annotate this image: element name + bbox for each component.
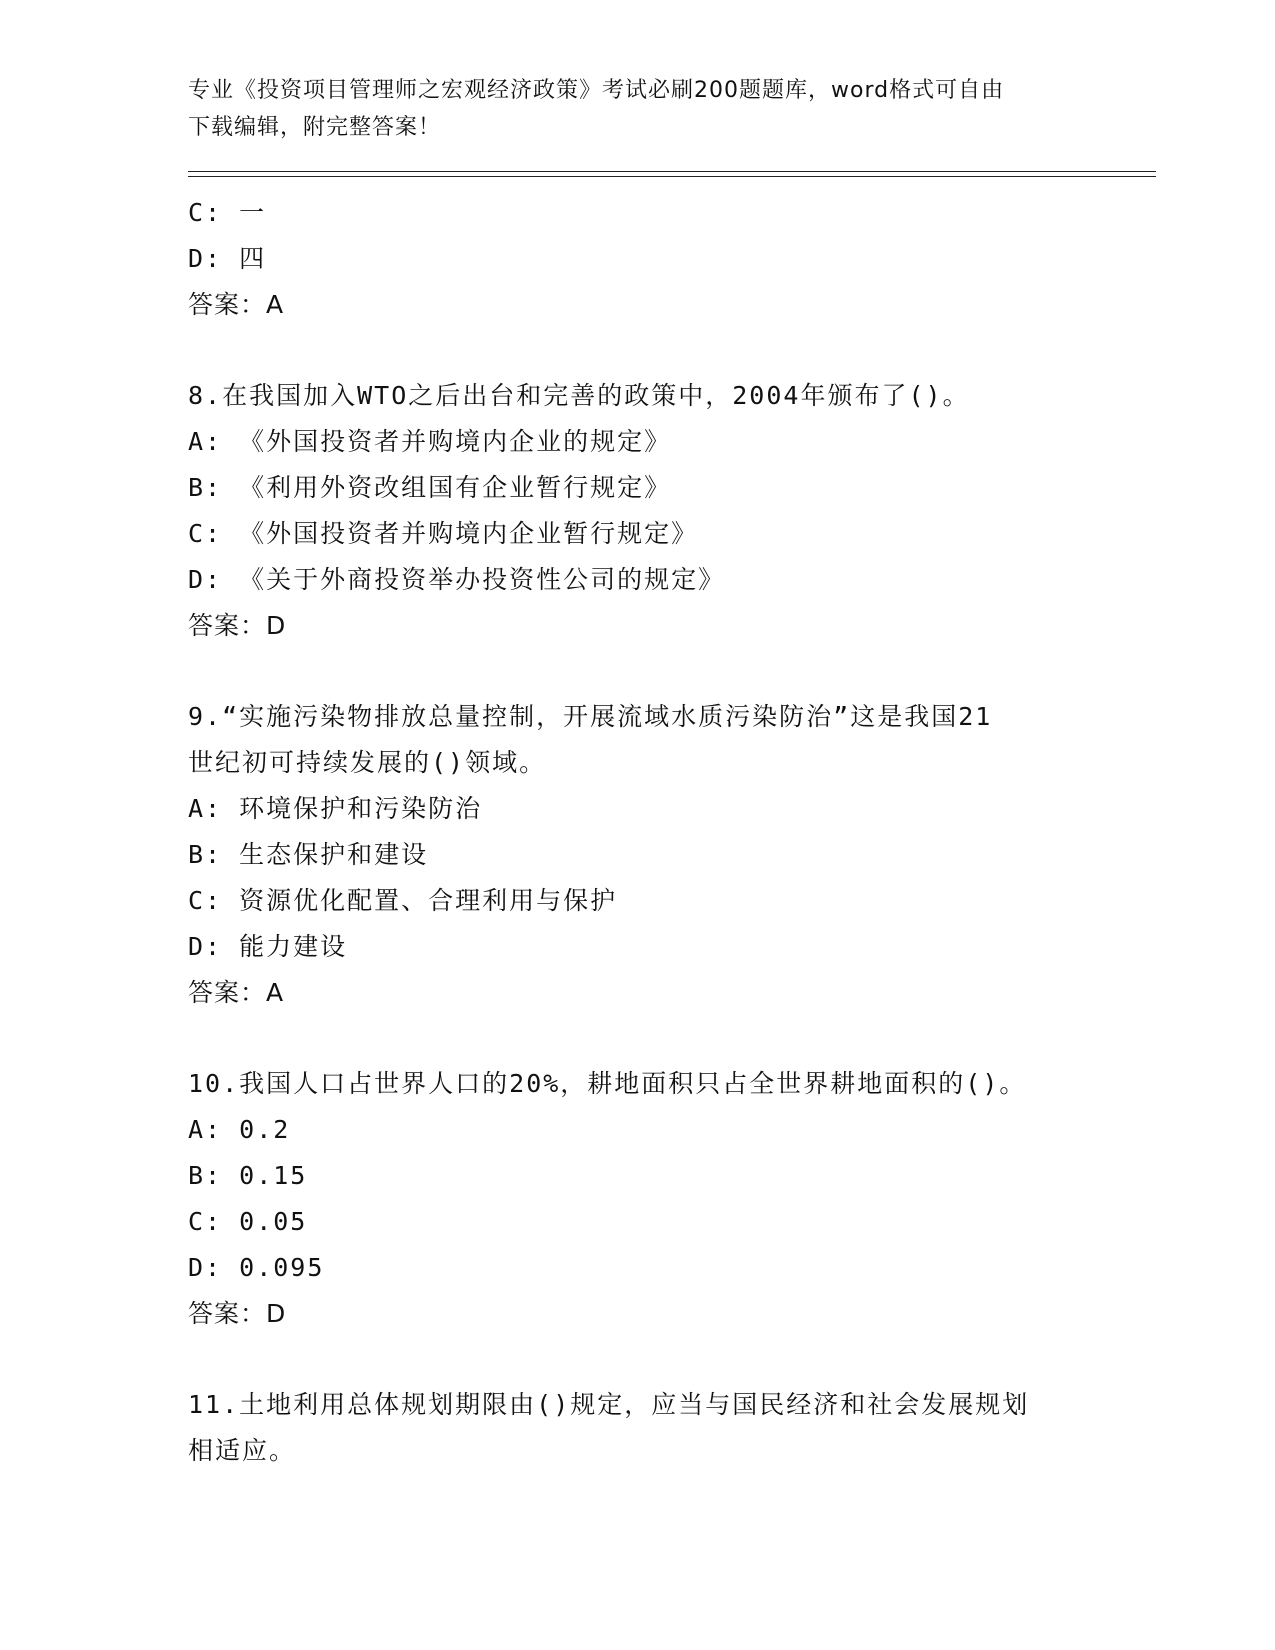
header-rule-bottom <box>188 176 1156 177</box>
page-header <box>188 72 1068 146</box>
option-a: A: 环境保护和污染防治 <box>188 794 483 823</box>
option-c: C: 《外国投资者并购境内企业暂行规定》 <box>188 519 699 548</box>
spacer <box>188 1016 1088 1061</box>
question-9 <box>188 694 1088 1016</box>
answer: 答案：D <box>188 1299 287 1328</box>
spacer <box>188 649 1088 694</box>
option-d: D: 0.095 <box>188 1253 325 1282</box>
question-stem-line-2: 相适应。 <box>188 1436 297 1465</box>
option-b: B: 《利用外资改组国有企业暂行规定》 <box>188 473 672 502</box>
option-a: A: 0.2 <box>188 1115 291 1144</box>
header-line-2: 下载编辑，附完整答案！ <box>188 115 442 140</box>
answer: 答案：A <box>188 978 285 1007</box>
question-stem-line-1: 11.土地利用总体规划期限由()规定，应当与国民经济和社会发展规划 <box>188 1390 1030 1419</box>
option-d: D: 能力建设 <box>188 932 348 961</box>
question-stem: 10.我国人口占世界人口的20%，耕地面积只占全世界耕地面积的()。 <box>188 1069 1027 1098</box>
option-d: D: 四 <box>188 244 267 273</box>
spacer <box>188 328 1088 373</box>
question-11 <box>188 1382 1088 1474</box>
spacer <box>188 1337 1088 1382</box>
header-line-1: 专业《投资项目管理师之宏观经济政策》考试必刷200题题库，word格式可自由 <box>188 78 1005 103</box>
header-rule-top <box>188 171 1156 172</box>
question-stem: 8.在我国加入WTO之后出台和完善的政策中，2004年颁布了()。 <box>188 381 970 410</box>
option-c: C: 一 <box>188 198 267 227</box>
option-c: C: 资源优化配置、合理利用与保护 <box>188 886 618 915</box>
question-stem-line-1: 9.“实施污染物排放总量控制，开展流域水质污染防治”这是我国21 <box>188 702 993 731</box>
option-d: D: 《关于外商投资举办投资性公司的规定》 <box>188 565 726 594</box>
answer: 答案：A <box>188 290 285 319</box>
option-c: C: 0.05 <box>188 1207 308 1236</box>
question-8 <box>188 373 1088 649</box>
question-list <box>188 190 1088 1474</box>
option-b: B: 生态保护和建设 <box>188 840 429 869</box>
question-stem-line-2: 世纪初可持续发展的()领域。 <box>188 748 547 777</box>
option-b: B: 0.15 <box>188 1161 308 1190</box>
question-10 <box>188 1061 1088 1337</box>
answer: 答案：D <box>188 611 287 640</box>
question-7-tail <box>188 190 1088 328</box>
option-a: A: 《外国投资者并购境内企业的规定》 <box>188 427 672 456</box>
